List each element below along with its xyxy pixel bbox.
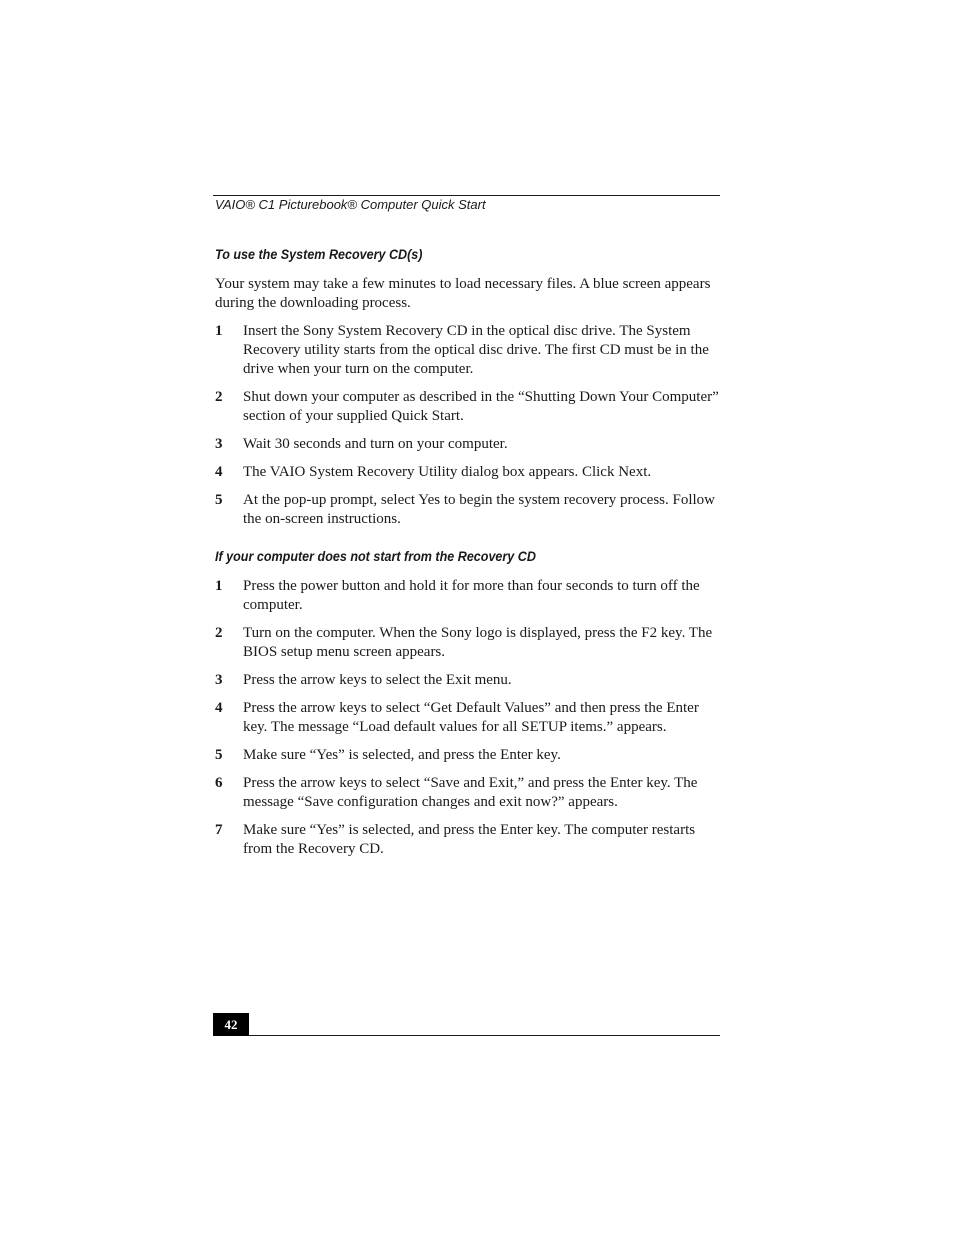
list-item xyxy=(215,577,720,615)
intro-paragraph: Your system may take a few minutes to load necessary files. A blue screen appears during the downloading process. xyxy=(215,276,711,311)
list-item xyxy=(215,671,720,690)
step-number: 5 xyxy=(215,492,223,508)
step-number: 2 xyxy=(215,389,223,405)
step-number: 5 xyxy=(215,747,223,763)
step-number: 3 xyxy=(215,672,223,688)
step-number: 6 xyxy=(215,775,223,791)
step-number: 1 xyxy=(215,323,223,339)
section-heading-recovery-cd: To use the System Recovery CD(s) xyxy=(215,247,423,262)
list-item xyxy=(215,435,720,454)
list-item xyxy=(215,774,720,812)
step-number: 2 xyxy=(215,625,223,641)
page-content xyxy=(215,246,720,868)
step-text: Press the arrow keys to select “Get Default Values” and then press the Enter key. The message “Load default values for all SETUP items.” appears. xyxy=(243,700,699,735)
step-text: Make sure “Yes” is selected, and press the Enter key. xyxy=(243,747,561,763)
list-item xyxy=(215,746,720,765)
list-item xyxy=(215,322,720,379)
step-text: The VAIO System Recovery Utility dialog box appears. Click Next. xyxy=(243,464,652,480)
list-item xyxy=(215,821,720,859)
step-text: Press the arrow keys to select the Exit menu. xyxy=(243,672,512,688)
header-rule xyxy=(213,195,720,196)
step-text: Turn on the computer. When the Sony logo is displayed, press the F2 key. The BIOS setup menu screen appears. xyxy=(243,625,713,660)
list-item xyxy=(215,388,720,426)
step-number: 4 xyxy=(215,700,223,716)
page-number: 42 xyxy=(213,1013,249,1036)
step-text: At the pop-up prompt, select Yes to begin the system recovery process. Follow the on-screen instructions. xyxy=(243,492,716,527)
step-text: Press the power button and hold it for more than four seconds to turn off the computer. xyxy=(243,578,700,613)
step-text: Wait 30 seconds and turn on your computer. xyxy=(243,436,508,452)
section-heading-no-start: If your computer does not start from the Recovery CD xyxy=(215,549,536,564)
step-text: Make sure “Yes” is selected, and press the Enter key. The computer restarts from the Recovery CD. xyxy=(243,822,696,857)
step-text: Insert the Sony System Recovery CD in the optical disc drive. The System Recovery utility starts from the optical disc drive. The first CD must be in the drive when your turn on the computer. xyxy=(243,323,709,377)
footer-rule xyxy=(213,1035,720,1036)
step-number: 1 xyxy=(215,578,223,594)
list-item xyxy=(215,624,720,662)
list-item xyxy=(215,699,720,737)
list-item xyxy=(215,491,720,529)
list-item xyxy=(215,463,720,482)
step-number: 7 xyxy=(215,822,223,838)
no-start-steps xyxy=(215,577,720,859)
recovery-cd-steps xyxy=(215,322,720,529)
step-number: 4 xyxy=(215,464,223,480)
step-text: Press the arrow keys to select “Save and Exit,” and press the Enter key. The message “Save configuration changes and exit now?” appears. xyxy=(243,775,698,810)
step-number: 3 xyxy=(215,436,223,452)
running-head: VAIO® C1 Picturebook® Computer Quick Start xyxy=(215,197,486,212)
step-text: Shut down your computer as described in the “Shutting Down Your Computer” section of your supplied Quick Start. xyxy=(243,389,719,424)
